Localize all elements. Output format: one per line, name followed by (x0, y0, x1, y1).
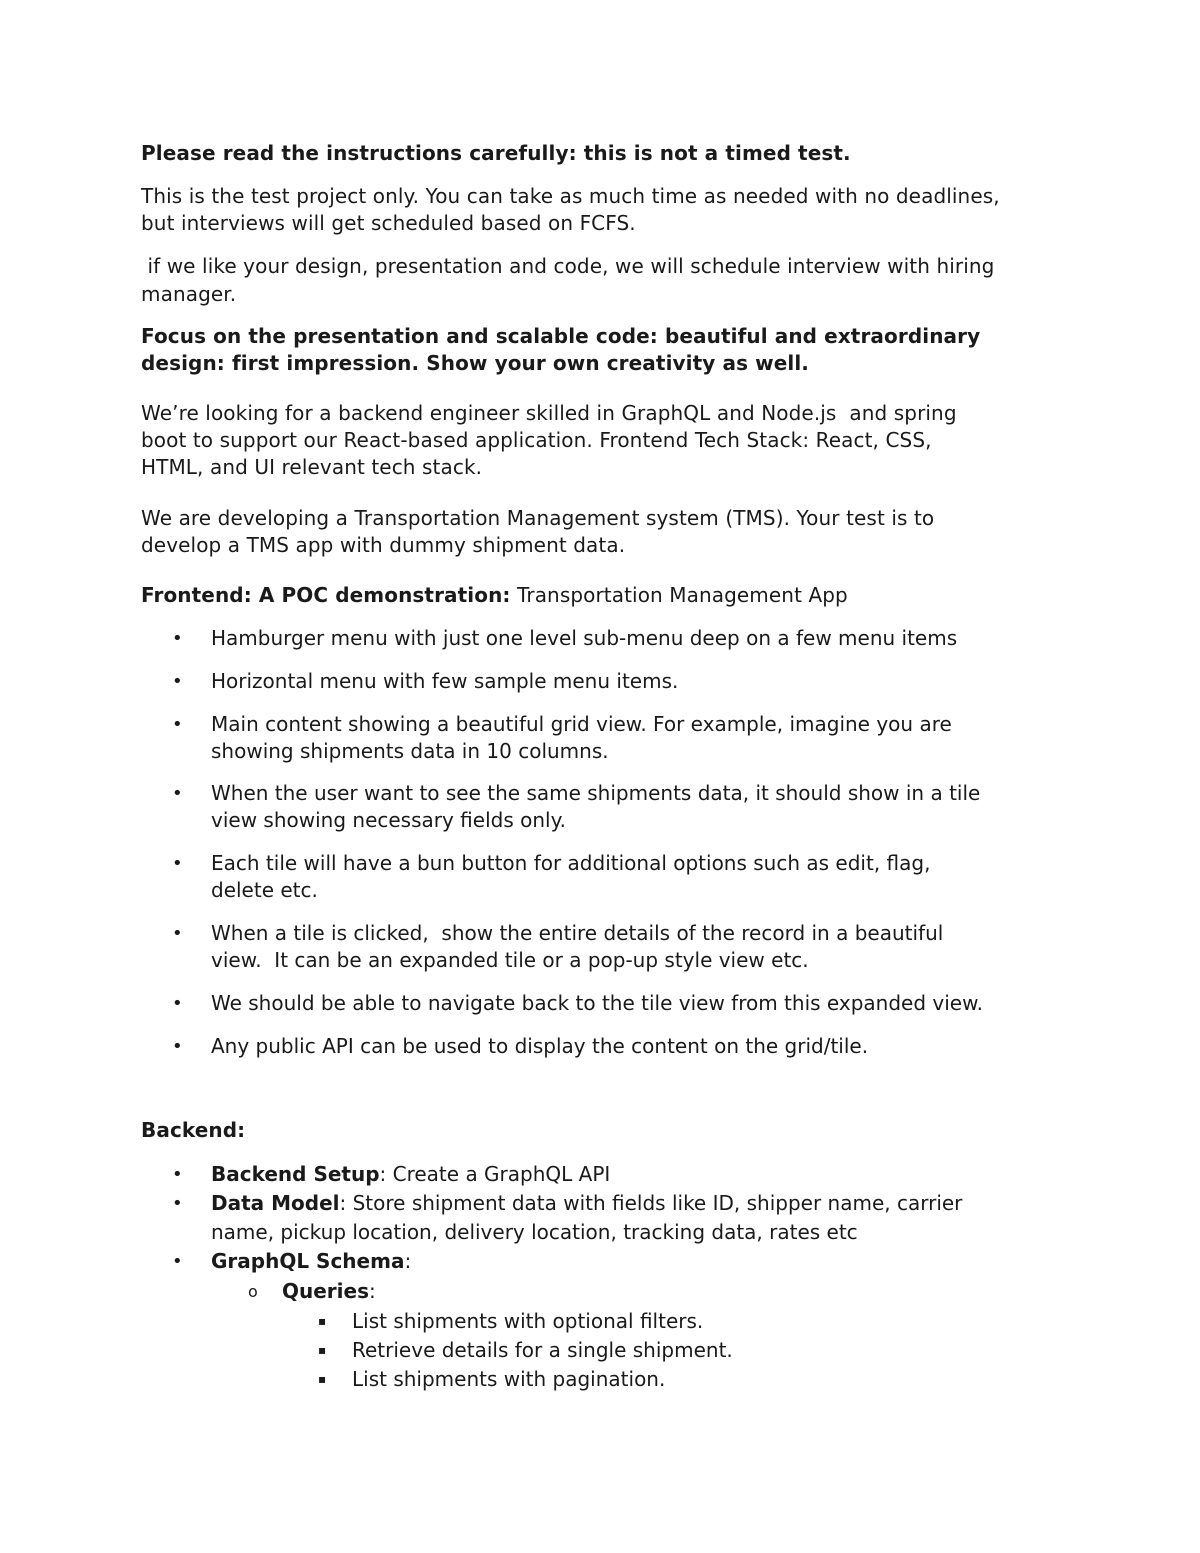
bullet-dot: • (172, 853, 183, 874)
frontend-label: Frontend: A POC demonstration: (141, 583, 511, 607)
bullet-dot: • (172, 714, 183, 735)
bullet-dot: • (172, 1036, 183, 1057)
bullet-dot: • (172, 671, 183, 692)
frontend-item-6-line-2: view. It can be an expanded tile or a pop-up style view etc. (211, 948, 809, 972)
frontend-item-4-line-1: When the user want to see the same shipments data, it should show in a tile (211, 781, 981, 805)
queries-item (282, 1278, 376, 1305)
bullet-square: ▪ (318, 1372, 327, 1386)
frontend-item-3-line-1: Main content showing a beautiful grid view. For example, imagine you are (211, 712, 952, 736)
query-item-2: Retrieve details for a single shipment. (352, 1338, 733, 1362)
schema-text: : (404, 1249, 412, 1273)
backend-setup-label: Backend Setup (211, 1162, 380, 1186)
intro-line-2: but interviews will get scheduled based on FCFS. (141, 211, 636, 235)
frontend-item-5-line-1: Each tile will have a bun button for additional options such as edit, flag, (211, 851, 931, 875)
frontend-item-2: Horizontal menu with few sample menu items. (211, 669, 679, 693)
frontend-heading (141, 582, 848, 609)
backend-setup-text: : Create a GraphQL API (379, 1162, 611, 1186)
looking-line-2: boot to support our React-based application. Frontend Tech Stack: React, CSS, (141, 428, 932, 452)
frontend-item-6-line-1: When a tile is clicked, show the entire details of the record in a beautiful (211, 921, 944, 945)
query-item-3: List shipments with pagination. (352, 1367, 666, 1391)
data-model-text-line-2: name, pickup location, delivery location, tracking data, rates etc (211, 1220, 858, 1244)
frontend-item-7: We should be able to navigate back to the tile view from this expanded view. (211, 991, 983, 1015)
schedule-line-2: manager. (141, 282, 237, 306)
frontend-item-5-line-2: delete etc. (211, 878, 318, 902)
intro-line-1: This is the test project only. You can take as much time as needed with no deadlines, (141, 184, 1000, 208)
bullet-dot: • (172, 1164, 183, 1185)
frontend-item-3-line-2: showing shipments data in 10 columns. (211, 739, 609, 763)
frontend-item-4-line-2: view showing necessary fields only. (211, 808, 566, 832)
focus-line-1: Focus on the presentation and scalable code: beautiful and extraordinary (141, 324, 981, 348)
developing-line-1: We are developing a Transportation Management system (TMS). Your test is to (141, 506, 935, 530)
frontend-item-1: Hamburger menu with just one level sub-menu deep on a few menu items (211, 626, 958, 650)
bullet-square: ▪ (318, 1314, 327, 1328)
backend-heading: Backend: (141, 1118, 246, 1142)
backend-item-setup (211, 1161, 610, 1188)
data-model-text: : Store shipment data with fields like ID, shipper name, carrier (339, 1191, 963, 1215)
focus-line-2: design: first impression. Show your own creativity as well. (141, 351, 809, 375)
backend-item-schema (211, 1248, 411, 1275)
frontend-title: Transportation Management App (510, 583, 848, 607)
queries-text: : (369, 1279, 376, 1303)
bullet-square: ▪ (318, 1343, 327, 1357)
developing-line-2: develop a TMS app with dummy shipment data. (141, 533, 626, 557)
bullet-dot: • (172, 993, 183, 1014)
bullet-dot: • (172, 1193, 183, 1214)
looking-line-3: HTML, and UI relevant tech stack. (141, 455, 483, 479)
backend-item-data-model (211, 1190, 962, 1217)
schedule-line-1: if we like your design, presentation and code, we will schedule interview with hiring (141, 254, 995, 278)
bullet-circle: o (248, 1282, 258, 1301)
queries-label: Queries (282, 1279, 369, 1303)
bullet-dot: • (172, 1251, 183, 1272)
schema-label: GraphQL Schema (211, 1249, 405, 1273)
query-item-1: List shipments with optional filters. (352, 1309, 704, 1333)
looking-line-1: We’re looking for a backend engineer skilled in GraphQL and Node.js and spring (141, 401, 957, 425)
bullet-dot: • (172, 628, 183, 649)
bullet-dot: • (172, 783, 183, 804)
data-model-label: Data Model (211, 1191, 340, 1215)
frontend-item-8: Any public API can be used to display the content on the grid/tile. (211, 1034, 869, 1058)
instructions-heading: Please read the instructions carefully: this is not a timed test. (141, 141, 851, 165)
bullet-dot: • (172, 923, 183, 944)
